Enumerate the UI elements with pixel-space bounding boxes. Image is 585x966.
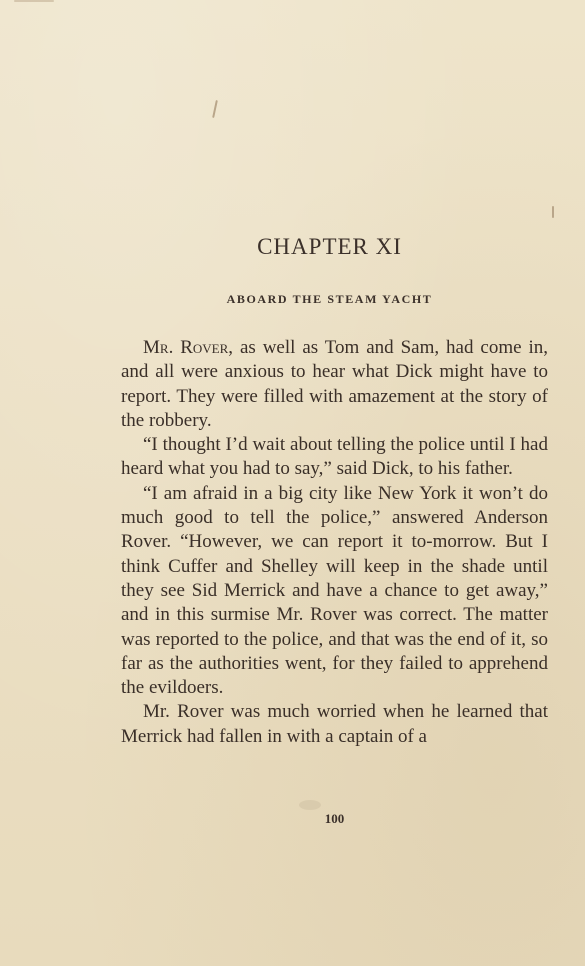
paragraph-text: “I am afraid in a big city like New York it won’t do much good to tell the police,” answered Anderson Rover. “However, we can report it to-morrow. But I think Cuffer and Shelley will keep in the shade until they see Sid Merrick and have a chance to get away,” and in this surmise Mr. Rover was correct. The matter was reported to the police, and that was the end of it, so far as the authorities went, for they failed to apprehend the evildoers. — [121, 482, 548, 699]
paragraph-text: Mr. Rover was much worried when he learned that Merrick had fallen in with a captain of a — [121, 701, 548, 747]
paper-speck — [14, 0, 54, 2]
paragraph-lead-smallcaps: Mr. Rover, — [143, 337, 234, 358]
paragraph — [121, 700, 548, 749]
body-text — [121, 336, 548, 749]
paper-speck — [212, 100, 218, 118]
paper-speck — [299, 800, 321, 810]
page-number: 100 — [324, 811, 345, 826]
paragraph — [121, 433, 548, 482]
chapter-heading: CHAPTER XI — [257, 234, 402, 259]
paragraph — [121, 336, 548, 433]
paragraph-text: as well as Tom and Sam, had come in, and all were anxious to hear what Dick might have to report. They were filled with amazement at the story of the robbery. — [121, 337, 548, 431]
paper-speck — [552, 206, 554, 218]
paragraph-text: “I thought I’d wait about telling the police until I had heard what you had to say,” said Dick, to his father. — [121, 434, 548, 480]
chapter-title: ABOARD THE STEAM YACHT — [226, 292, 433, 306]
paragraph — [121, 482, 548, 701]
